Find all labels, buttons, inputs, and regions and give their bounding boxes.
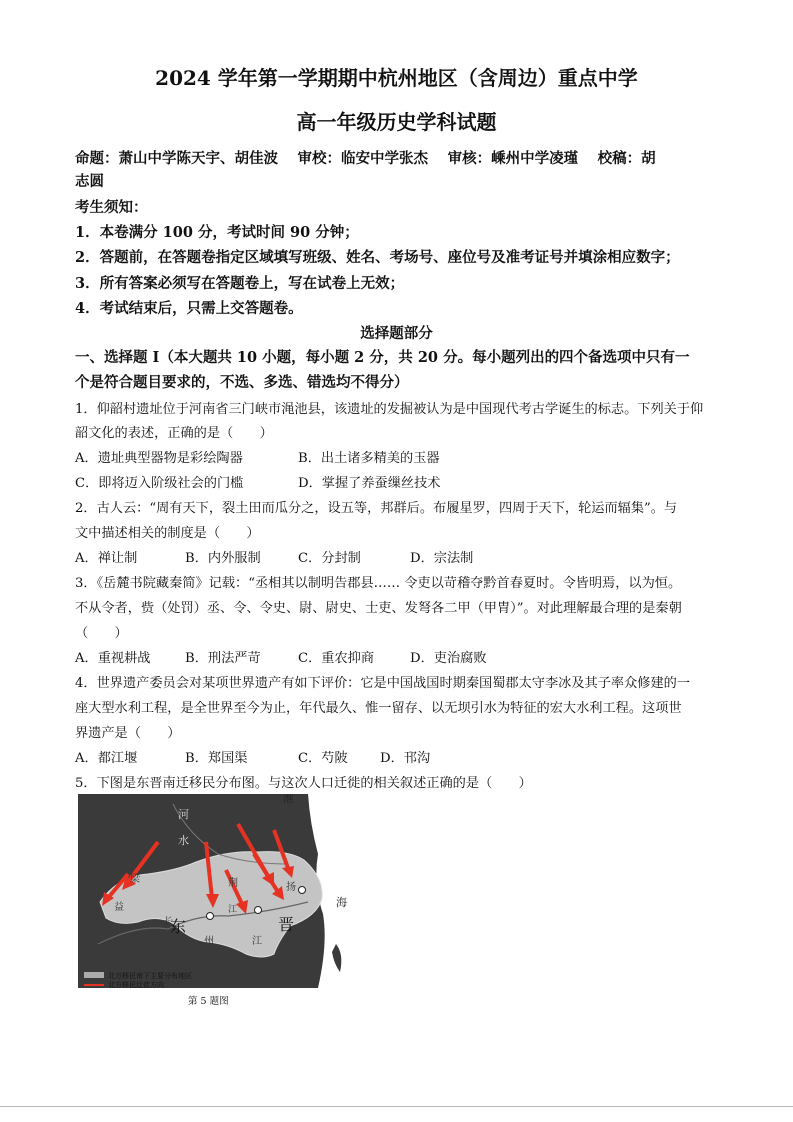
question-3-line2: 不从令者，赀（处罚）丞、令、令史、尉、尉史、士吏、发弩各二甲（甲胄）”。对此理解最合理的是秦朝 bbox=[75, 601, 682, 616]
q3-option-c: C．重农抑商 bbox=[298, 651, 375, 666]
map-label-dong: 东 bbox=[170, 919, 187, 936]
question-2-line2: 文中描述相关的制度是（ ） bbox=[75, 526, 260, 541]
question-3-line1: 3．《岳麓书院藏秦简》记载：“丞相其以制明告郡县…… 令吏以苛稽夺黔首春夏时。令皆明焉，以为恒。 bbox=[75, 576, 682, 591]
question-5-line1: 5．下图是东晋南迁移民分布图。与这次人口迁徙的相关叙述正确的是（ ） bbox=[75, 776, 532, 791]
map-label: 扬 bbox=[286, 882, 296, 893]
migration-map bbox=[78, 794, 354, 988]
q1-option-c: C．即将迈入阶级社会的门槛 bbox=[75, 476, 244, 491]
q2-option-b: B．内外服制 bbox=[185, 551, 261, 566]
q4-option-a: A．都江堰 bbox=[75, 751, 138, 766]
q1-option-d: D．掌握了养蚕缫丝技术 bbox=[298, 476, 441, 491]
q4-option-b: B．郑国渠 bbox=[185, 751, 248, 766]
q3-option-d: D．吏治腐败 bbox=[410, 651, 487, 666]
legend-arrow-label: 北方移民迁徙方向 bbox=[108, 981, 164, 988]
map-label: 水 bbox=[178, 835, 189, 847]
map-label: 河 bbox=[178, 809, 189, 821]
q4-option-c: C．芍陂 bbox=[298, 751, 348, 766]
map-label-jin: 晋 bbox=[278, 917, 295, 934]
q3-option-b: B．刑法严苛 bbox=[185, 651, 261, 666]
question-2-line1: 2．古人云：“周有天下，裂土田而瓜分之，设五等，邦群后。布履星罗，四周于天下，轮运而辐集”。与 bbox=[75, 501, 678, 516]
exam-title-line1: 2024 学年第一学期期中杭州地区（含周边）重点中学 bbox=[155, 66, 638, 90]
city-marker bbox=[255, 907, 262, 914]
question-3-line3: （ ） bbox=[75, 626, 128, 641]
q2-option-c: C．分封制 bbox=[298, 551, 361, 566]
question-1-line2: 韶文化的表述，正确的是（ ） bbox=[75, 426, 273, 441]
q3-option-a: A．重视耕战 bbox=[75, 651, 151, 666]
legend-area-label: 北方移民南下主要分布地区 bbox=[108, 972, 192, 980]
section-title: 选择题部分 bbox=[360, 325, 433, 342]
notice-item: 1．本卷满分 100 分，考试时间 90 分钟； bbox=[75, 224, 359, 241]
map-label: 长 bbox=[164, 916, 174, 926]
notice-item: 2．答题前，在答题卷指定区域填写班级、姓名、考场号、座位号及准考证号并填涂相应数字； bbox=[75, 249, 680, 266]
exam-title-line2: 高一年级历史学科试题 bbox=[296, 110, 497, 134]
q2-option-d: D．宗法制 bbox=[410, 551, 474, 566]
question-1-line1: 1．仰韶村遗址位于河南省三门峡市渑池县，该遗址的发掘被认为是中国现代考古学诞生的标志。下列关于仰 bbox=[75, 402, 704, 417]
question-4-line1: 4．世界遗产委员会对某项世界遗产有如下评价：它是中国战国时期秦国蜀郡太守李冰及其子率众修建的一 bbox=[75, 676, 691, 691]
notice-item: 3．所有答案必须写在答题卷上，写在试卷上无效； bbox=[75, 275, 405, 292]
city-marker bbox=[299, 887, 306, 894]
q2-option-a: A．禅让制 bbox=[75, 551, 138, 566]
city-marker bbox=[207, 913, 214, 920]
map-label: 海 bbox=[336, 897, 347, 909]
q4-option-d: D．邗沟 bbox=[380, 751, 431, 766]
q1-option-b: B．出土诸多精美的玉器 bbox=[298, 451, 440, 466]
section-heading-line1: 一、选择题 I（本大题共 10 小题，每小题 2 分，共 20 分。每小题列出的四个备选项中只有一 bbox=[75, 349, 690, 366]
notice-item: 4．考试结束后，只需上交答题卷。 bbox=[75, 300, 303, 317]
notice-heading: 考生须知： bbox=[75, 199, 148, 216]
map-label: 州 bbox=[204, 936, 214, 947]
section-heading-line2: 个是符合题目要求的，不选、多选、错选均不得分） bbox=[75, 374, 409, 391]
figure-caption: 第 5 题图 bbox=[188, 996, 229, 1007]
map-label: 益 bbox=[114, 902, 124, 913]
map-label: 荆 bbox=[228, 878, 238, 889]
question-4-line2: 座大型水利工程，是全世界至今为止，年代最久、惟一留存、以无坝引水为特征的宏大水利工程。这项世 bbox=[75, 701, 682, 716]
map-label: 江 bbox=[228, 904, 238, 914]
question-4-line3: 界遗产是（ ） bbox=[75, 726, 181, 741]
map-label: 淮 bbox=[283, 794, 294, 805]
map-label: 江 bbox=[252, 936, 262, 947]
map-svg bbox=[78, 794, 354, 988]
page-footer-divider bbox=[0, 1106, 793, 1107]
map-label: 梁 bbox=[130, 874, 140, 885]
legend-area-swatch bbox=[84, 972, 104, 978]
authors-line1: 命题：萧山中学陈天宇、胡佳波 审校：临安中学张杰 审核：嵊州中学凌瑾 校稿：胡 bbox=[75, 150, 656, 167]
q1-option-a: A．遗址典型器物是彩绘陶器 bbox=[75, 451, 243, 466]
authors-line2: 志圆 bbox=[75, 173, 104, 190]
